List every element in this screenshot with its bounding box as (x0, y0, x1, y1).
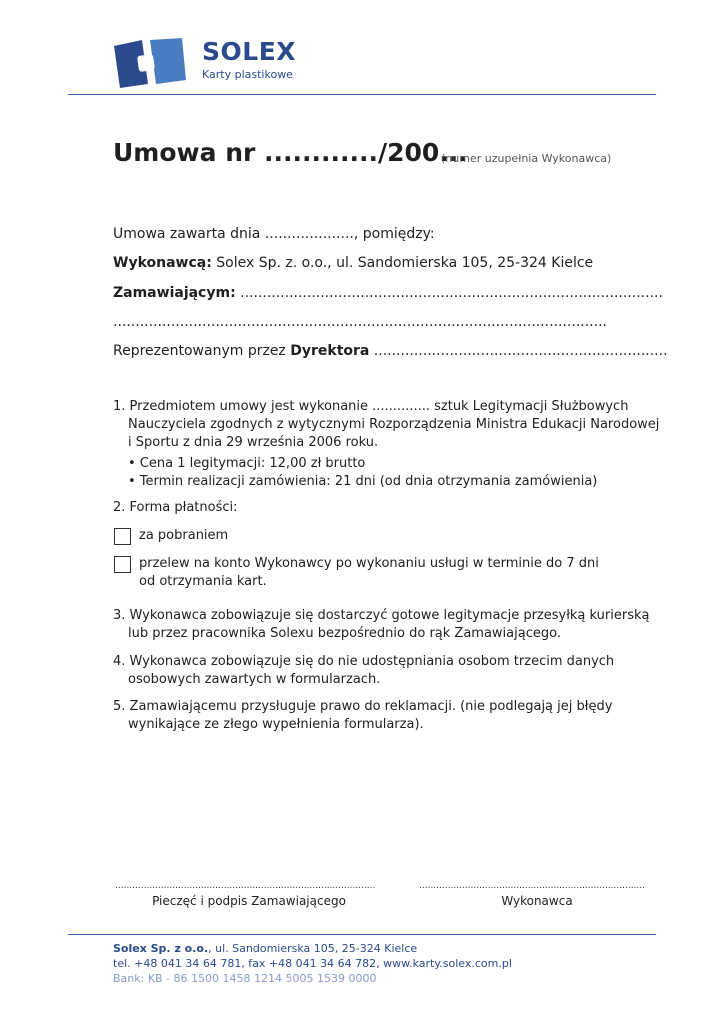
contract-number-note: (numer uzupełnia Wykonawca) (441, 152, 612, 165)
footer-contact: tel. +48 041 34 64 781, fax +48 041 34 64 782, www.karty.solex.com.pl (113, 957, 512, 970)
brand-tagline: Karty plastikowe (202, 68, 293, 81)
header-divider (68, 94, 656, 95)
client-label: Zamawiającym: (113, 285, 236, 301)
payment-cod-checkbox[interactable] (114, 528, 131, 545)
footer-divider (68, 934, 656, 935)
term-1-bullet-price: • Cena 1 legitymacji: 12,00 zł brutto (128, 456, 366, 471)
footer-address (113, 942, 417, 955)
term-3-line-2: lub przez pracownika Solexu bezpośrednio do rąk Zamawiającego. (128, 626, 561, 641)
representative-line (113, 343, 668, 359)
representative-prefix: Reprezentowanym przez (113, 343, 291, 359)
contractor-value: Solex Sp. z. o.o., ul. Sandomierska 105, 25-324 Kielce (211, 255, 594, 271)
payment-transfer-checkbox[interactable] (114, 556, 131, 573)
payment-cod-label: za pobraniem (139, 528, 229, 543)
contractor-label: Wykonawcą: (113, 255, 212, 271)
brand-name: SOLEX (202, 37, 297, 66)
payment-transfer-label-line-1: przelew na konto Wykonawcy po wykonaniu usługi w terminie do 7 dni (139, 556, 599, 571)
client-signature-line: ........................................................................................... (115, 881, 376, 891)
term-5-line-1: 5. Zamawiającemu przysługuje prawo do reklamacji. (nie podlegają jej błędy (113, 699, 613, 714)
footer-company: Solex Sp. z o.o. (113, 942, 209, 955)
term-1-line-2: Nauczyciela zgodnych z wytycznymi Rozporządzenia Ministra Edukacji Narodowej (128, 417, 660, 432)
client-line (113, 285, 663, 301)
client-dots-line-2: ............................................................................................................... (113, 314, 607, 330)
term-1-line-3: i Sportu z dnia 29 września 2006 roku. (128, 435, 379, 450)
term-4-line-2: osobowych zawartych w formularzach. (128, 672, 381, 687)
footer-address-text: , ul. Sandomierska 105, 25-324 Kielce (208, 942, 418, 955)
contractor-line (113, 255, 593, 271)
term-2-heading: 2. Forma płatności: (113, 500, 238, 515)
client-signature-label: Pieczęć i podpis Zamawiającego (152, 894, 346, 908)
footer-bank: Bank: KB - 86 1500 1458 1214 5005 1539 0000 (113, 972, 377, 985)
term-4-line-1: 4. Wykonawca zobowiązuje się do nie udostępniania osobom trzecim danych (113, 654, 615, 669)
contract-title: Umowa nr ............/200... (113, 138, 468, 167)
representative-role: Dyrektora (290, 343, 370, 359)
representative-dots: .................................................................. (369, 343, 668, 359)
contractor-signature-line: ............................................................................... (419, 881, 646, 891)
term-3-line-1: 3. Wykonawca zobowiązuje się dostarczyć gotowe legitymacje przesyłką kurierską (113, 608, 650, 623)
contractor-signature-label: Wykonawca (501, 894, 573, 908)
term-1-line-1: 1. Przedmiotem umowy jest wykonanie .............. sztuk Legitymacji Służbowych (113, 399, 629, 414)
term-5-line-2: wynikające ze złego wypełnienia formularza). (128, 717, 424, 732)
solex-logo-icon (112, 38, 188, 88)
term-1-bullet-deadline: • Termin realizacji zamówienia: 21 dni (od dnia otrzymania zamówienia) (128, 474, 598, 489)
payment-transfer-label-line-2: od otrzymania kart. (139, 574, 267, 589)
contract-intro: Umowa zawarta dnia ...................., pomiędzy: (113, 226, 435, 242)
client-dots: ............................................................................................... (235, 285, 663, 301)
